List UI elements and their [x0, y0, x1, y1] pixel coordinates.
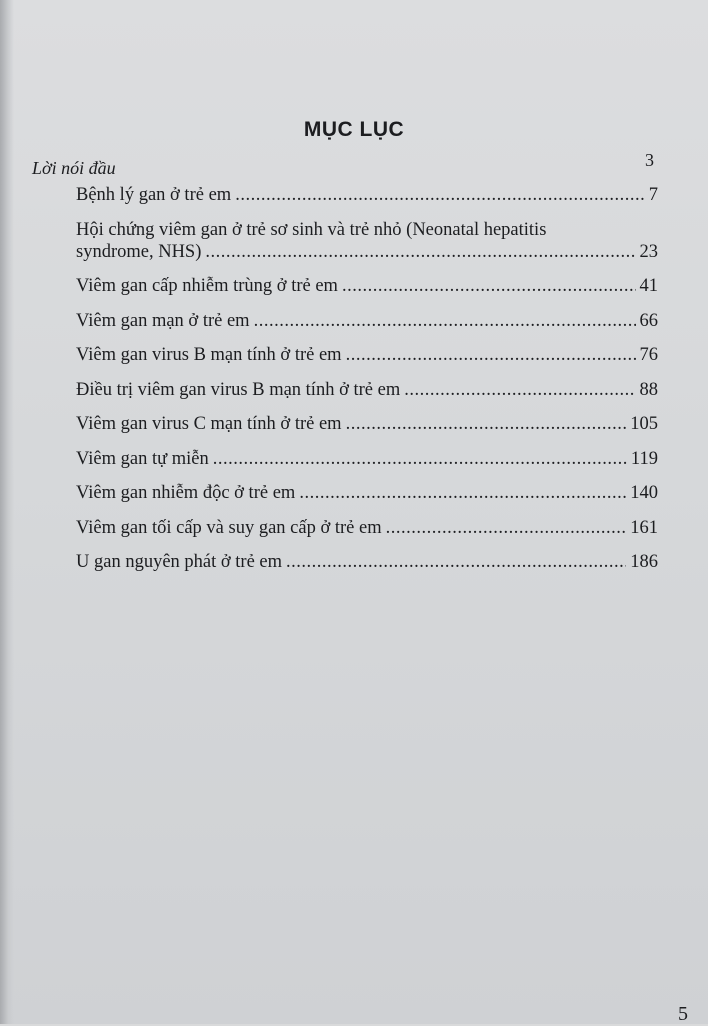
toc-entry-title: Viêm gan virus C mạn tính ở trẻ em — [76, 414, 342, 434]
toc-leader-dots — [254, 310, 636, 332]
toc-entry-page: 66 — [639, 310, 658, 331]
toc-entry — [76, 379, 658, 401]
toc-entry — [76, 310, 658, 332]
toc-entry-page: 186 — [630, 552, 658, 572]
toc-entry-title: Viêm gan tối cấp và suy gan cấp ở trẻ em — [76, 517, 382, 538]
toc-leader-dots — [299, 482, 626, 504]
table-of-contents — [76, 184, 658, 586]
toc-entry — [76, 517, 658, 539]
toc-entry-title: Viêm gan cấp nhiễm trùng ở trẻ em — [76, 276, 338, 296]
toc-leader-dots — [346, 413, 627, 435]
toc-entry-title-line1: Hội chứng viêm gan ở trẻ sơ sinh và trẻ nhỏ (Neonatal hepatitis — [76, 219, 547, 240]
page-edge-shadow — [0, 0, 14, 1024]
toc-entry-page: 7 — [648, 185, 658, 205]
toc-entry — [76, 275, 658, 297]
toc-preface-label: Lời nói đầu — [32, 158, 116, 178]
toc-entry-page: 161 — [630, 517, 658, 538]
toc-entry-page: 88 — [639, 379, 658, 400]
toc-entry-title: Viêm gan mạn ở trẻ em — [76, 310, 250, 331]
toc-entry — [76, 413, 658, 435]
toc-entry — [76, 219, 658, 263]
toc-leader-dots — [346, 344, 636, 366]
page-title: MỤC LỤC — [303, 118, 405, 141]
toc-entry-page: 105 — [630, 414, 658, 434]
toc-leader-dots — [342, 275, 636, 297]
toc-entry-page: 119 — [630, 448, 658, 469]
toc-leader-dots — [404, 379, 635, 401]
toc-leader-dots — [286, 551, 626, 573]
toc-leader-dots — [386, 517, 627, 539]
toc-entry-title: Bệnh lý gan ở trẻ em — [76, 185, 232, 205]
toc-entry — [76, 344, 658, 366]
toc-entry — [76, 184, 658, 206]
toc-entry-title: Viêm gan tự miễn — [76, 448, 209, 469]
toc-leader-dots — [235, 184, 645, 206]
toc-entry-page: 23 — [639, 241, 658, 262]
page-number: 5 — [678, 1003, 688, 1025]
toc-entry — [76, 482, 658, 504]
toc-entry — [76, 448, 658, 470]
toc-entry-title: Điều trị viêm gan virus B mạn tính ở trẻ em — [76, 379, 401, 400]
toc-preface-page: 3 — [645, 150, 654, 170]
toc-entry-title: Viêm gan virus B mạn tính ở trẻ em — [76, 345, 342, 365]
toc-leader-dots — [205, 241, 635, 263]
toc-entry-title: Viêm gan nhiễm độc ở trẻ em — [76, 483, 296, 503]
toc-entry-page: 76 — [639, 345, 658, 365]
toc-entry-page: 140 — [630, 483, 658, 503]
toc-entry-page: 41 — [639, 276, 658, 296]
toc-entry-title: U gan nguyên phát ở trẻ em — [76, 552, 283, 572]
toc-entry-title-line2: syndrome, NHS) — [76, 241, 202, 262]
toc-leader-dots — [213, 448, 627, 470]
toc-entry — [76, 551, 658, 573]
